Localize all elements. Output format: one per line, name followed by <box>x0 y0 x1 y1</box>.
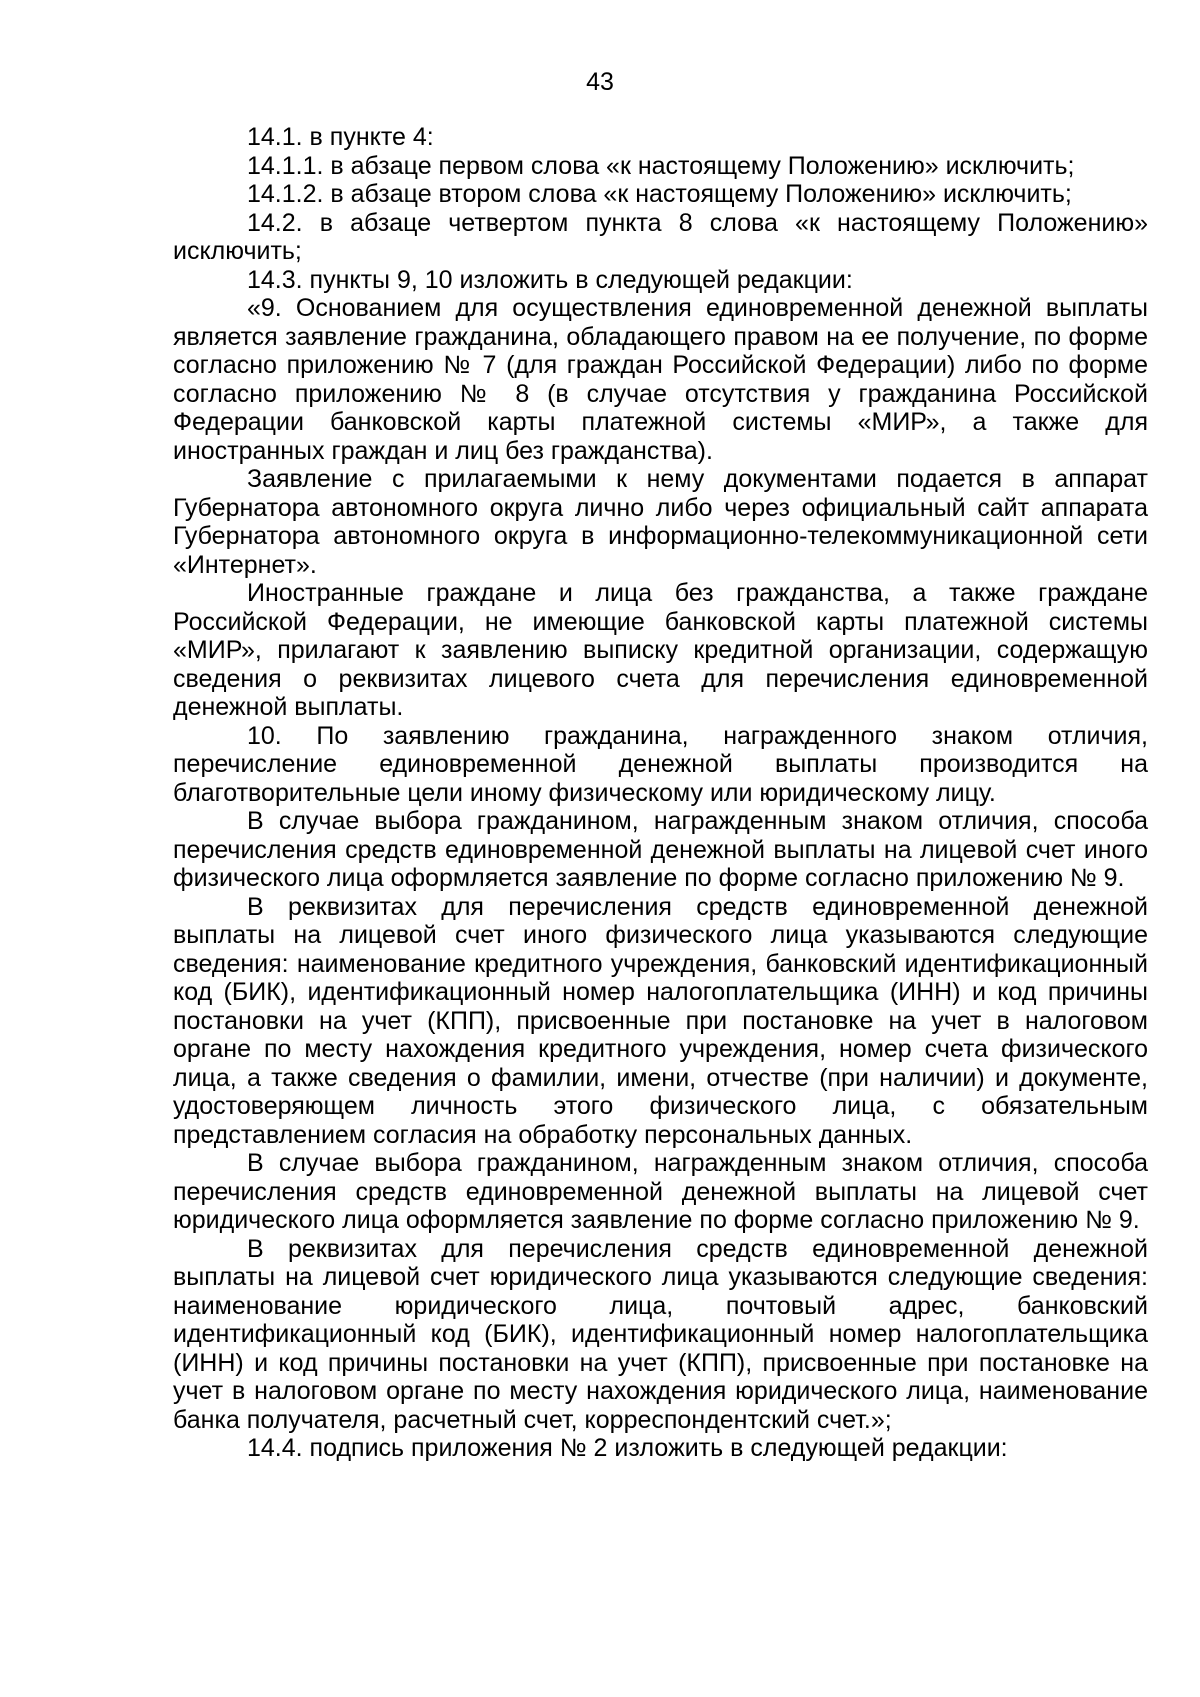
document-body <box>173 123 1148 1463</box>
paragraph-item-9: «9. Основанием для осуществления единовременной денежной выплаты является заявление гражданина, обладающего правом на ее получение, по форме согласно приложению № 7 (для граждан Российской Федерации) либо по форме согласно приложению № 8 (в случае отсутствия у гражданина Российской Федерации банковской карты платежной системы «МИР», а также для иностранных граждан и лиц без гражданства). <box>173 294 1148 465</box>
paragraph-14-1-2: 14.1.2. в абзаце втором слова «к настоящему Положению» исключить; <box>247 180 1072 208</box>
paragraph-legal-entity-choice: В случае выбора гражданином, награжденным знаком отличия, способа перечисления средств единовременной денежной выплаты на лицевой счет юридического лица оформляется заявление по форме согласно приложению № 9. <box>173 1149 1148 1234</box>
paragraph-individual-requisites: В реквизитах для перечисления средств единовременной денежной выплаты на лицевой счет иного физического лица указываются следующие сведения: наименование кредитного учреждения, банковский идентификационный код (БИК), идентификационный номер налогоплательщика (ИНН) и код причины постановки на учет (КПП), присвоенные при постановке на учет в налоговом органе по месту нахождения кредитного учреждения, номер счета физического лица, а также сведения о фамилии, имени, отчестве (при наличии) и документе, удостоверяющем личность этого физического лица, с обязательным представлением согласия на обработку персональных данных. <box>173 892 1148 1149</box>
paragraph-14-2: 14.2. в абзаце четвертом пункта 8 слова «к настоящему Положению» исключить; <box>173 208 1148 265</box>
paragraph-legal-entity-requisites: В реквизитах для перечисления средств единовременной денежной выплаты на лицевой счет юридического лица указываются следующие сведения: наименование юридического лица, почтовый адрес, банковский идентификационный код (БИК), идентификационный номер налогоплательщика (ИНН) и код причины постановки на учет (КПП), присвоенные при постановке на учет в налоговом органе по месту нахождения юридического лица, наименование банка получателя, расчетный счет, корреспондентский счет.»; <box>173 1234 1148 1434</box>
page-number: 43 <box>586 68 614 96</box>
paragraph-item-10: 10. По заявлению гражданина, награжденного знаком отличия, перечисление единовременной денежной выплаты производится на благотворительные цели иному физическому или юридическому лицу. <box>173 721 1148 807</box>
paragraph-14-1: 14.1. в пункте 4: <box>247 123 434 151</box>
paragraph-individual-choice: В случае выбора гражданином, награжденным знаком отличия, способа перечисления средств единовременной денежной выплаты на лицевой счет иного физического лица оформляется заявление по форме согласно приложению № 9. <box>173 807 1148 892</box>
paragraph-14-1-1: 14.1.1. в абзаце первом слова «к настоящему Положению» исключить; <box>247 151 1075 180</box>
paragraph-14-4: 14.4. подпись приложения № 2 изложить в следующей редакции: <box>247 1434 1008 1462</box>
paragraph-14-3: 14.3. пункты 9, 10 изложить в следующей редакции: <box>247 265 853 294</box>
paragraph-foreign-citizens: Иностранные граждане и лица без гражданства, а также граждане Российской Федерации, не имеющие банковской карты платежной системы «МИР», прилагают к заявлению выписку кредитной организации, содержащую сведения о реквизитах лицевого счета для перечисления единовременной денежной выплаты. <box>173 579 1148 721</box>
paragraph-application-submission: Заявление с прилагаемыми к нему документами подается в аппарат Губернатора автономного округа лично либо через официальный сайт аппарата Губернатора автономного округа в информационно-телекоммуникационной сети «Интернет». <box>173 465 1148 579</box>
